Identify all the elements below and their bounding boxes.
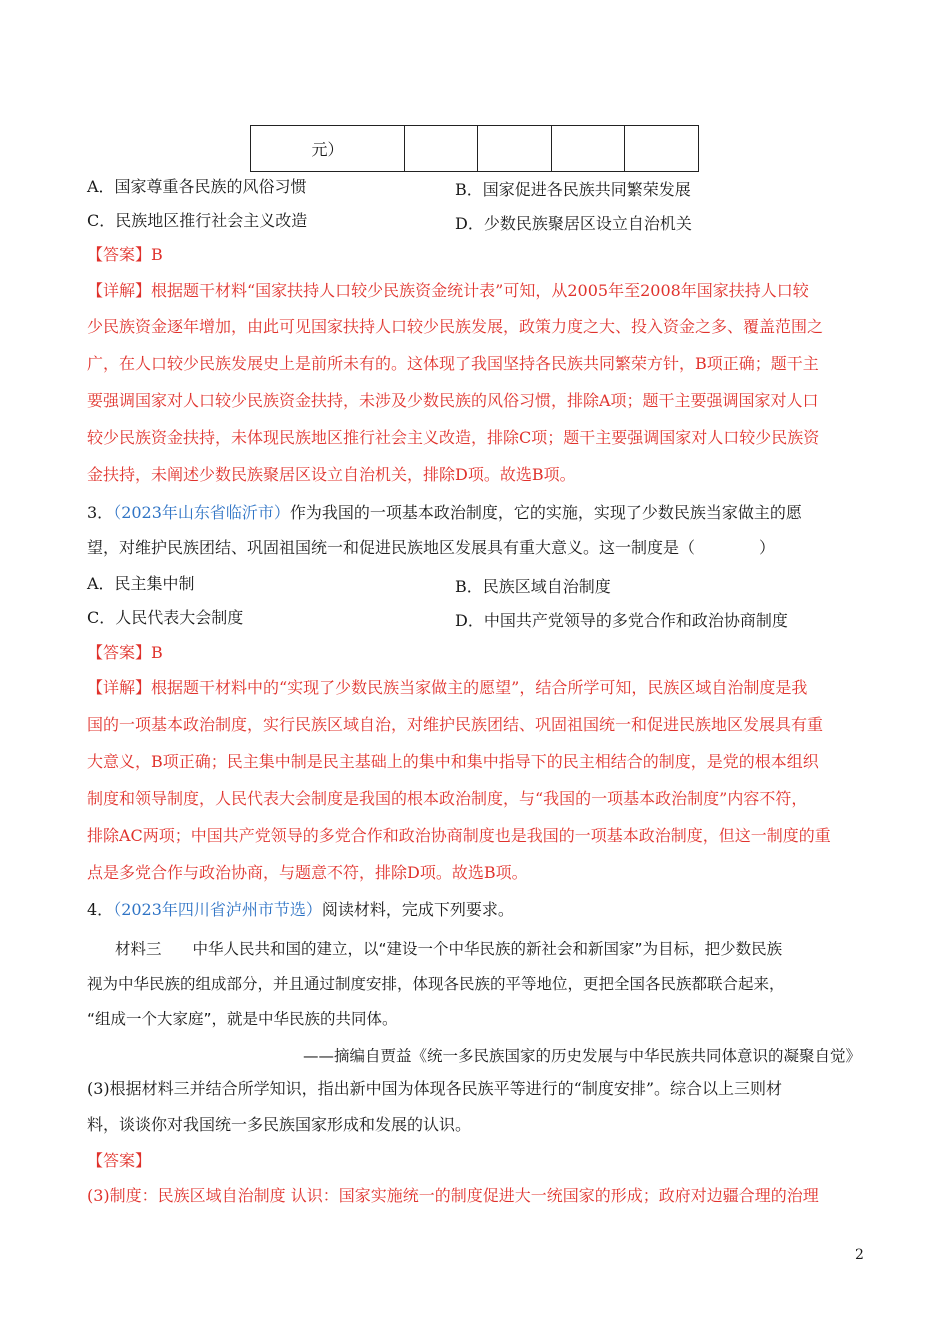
q2-explanation-line: 较少民族资金扶持，未体现民族地区推行社会主义改造，排除C项；题干主要强调国家对人口较少民族资 [87, 428, 820, 447]
q2-answer: 【答案】B [87, 245, 163, 264]
q4-stem-text: 阅读材料，完成下列要求。 [321, 900, 514, 919]
page-number: 2 [855, 1247, 864, 1263]
q3-option-c: C．人民代表大会制度 [87, 608, 244, 627]
q3-explanation-line: 【详解】根据题干材料中的“实现了少数民族当家做主的愿望”，结合所学可知，民族区域自治制度是我 [87, 678, 808, 697]
q4-question-line: 料，谈谈你对我国统一多民族国家形成和发展的认识。 [87, 1115, 472, 1134]
q4-answer-line: (3)制度：民族区域自治制度 认识：国家实施统一的制度促进大一统国家的形成；政府对边疆合理的治理 [87, 1186, 819, 1205]
q3-stem-line [87, 503, 802, 523]
q2-explanation-line: 【详解】根据题干材料“国家扶持人口较少民族资金统计表”可知，从2005年至2008年国家扶持人口较 [87, 281, 809, 300]
q2-option-d: D．少数民族聚居区设立自治机关 [455, 214, 692, 233]
table-cell [552, 126, 625, 172]
q4-source: （2023年四川省泸州市节选） [113, 900, 322, 919]
q2-option-c: C．民族地区推行社会主义改造 [87, 211, 308, 230]
q3-explanation-line: 点是多党合作与政治协商，与题意不符，排除D项。故选B项。 [87, 863, 528, 882]
q4-number: 4． [87, 900, 114, 919]
q2-explanation-line: 金扶持，未阐述少数民族聚居区设立自治机关，排除D项。故选B项。 [87, 465, 576, 484]
table-row [251, 126, 699, 172]
q3-number: 3． [87, 503, 114, 522]
q3-explanation-line: 排除AC两项；中国共产党领导的多党合作和政治协商制度也是我国的一项基本政治制度，但这一制度的重 [87, 826, 831, 845]
q3-option-d: D．中国共产党领导的多党合作和政治协商制度 [455, 611, 788, 630]
q4-material-line: 材料三 中华人民共和国的建立，以“建设一个中华民族的新社会和新国家”为目标，把少数民族 [115, 940, 783, 958]
q4-material-source: ——摘编自贾益《统一多民族国家的历史发展与中华民族共同体意识的凝聚自觉》 [302, 1047, 861, 1065]
table-cell [405, 126, 478, 172]
table-cell [625, 126, 699, 172]
q4-material-line: 视为中华民族的组成部分，并且通过制度安排，体现各民族的平等地位，更把全国各民族都联合起来， [87, 975, 785, 993]
table-cell [478, 126, 552, 172]
q2-explanation-line: 要强调国家对人口较少民族资金扶持，未涉及少数民族的风俗习惯，排除A项；题干主要强调国家对人口 [87, 391, 819, 410]
q4-material-line: “组成一个大家庭”，就是中华民族的共同体。 [87, 1010, 398, 1028]
q4-question-line: (3)根据材料三并结合所学知识，指出新中国为体现各民族平等进行的“制度安排”。综合以上三则材 [87, 1079, 783, 1098]
q4-stem-line [87, 900, 514, 920]
q3-answer: 【答案】B [87, 643, 163, 662]
q2-explanation-line: 少民族资金逐年增加，由此可见国家扶持人口较少民族发展，政策力度之大、投入资金之多、覆盖范围之 [87, 317, 824, 336]
q3-stem-line: 望，对维护民族团结、巩固祖国统一和促进民族地区发展具有重大意义。这一制度是（ ） [87, 538, 776, 557]
table-cell: 元） [251, 126, 405, 172]
q3-stem-text: 作为我国的一项基本政治制度，它的实施，实现了少数民族当家做主的愿 [289, 503, 802, 522]
q4-answer-label: 【答案】 [87, 1151, 152, 1170]
q2-option-a: A．国家尊重各民族的风俗习惯 [87, 177, 307, 196]
q2-option-b: B．国家促进各民族共同繁荣发展 [455, 180, 691, 199]
q3-explanation-line: 制度和领导制度，人民代表大会制度是我国的根本政治制度，与“我国的一项基本政治制度”内容不符， [87, 789, 808, 808]
q3-option-b: B．民族区域自治制度 [455, 577, 611, 596]
q3-option-a: A．民主集中制 [87, 574, 195, 593]
q3-source: （2023年山东省临沂市） [113, 503, 290, 522]
q3-explanation-line: 大意义，B项正确；民主集中制是民主基础上的集中和集中指导下的民主相结合的制度，是党的根本组织 [87, 752, 819, 771]
q2-explanation-line: 广，在人口较少民族发展史上是前所未有的。这体现了我国坚持各民族共同繁荣方针，B项正确；题干主 [87, 354, 819, 373]
data-table-fragment [250, 125, 699, 172]
q3-explanation-line: 国的一项基本政治制度，实行民族区域自治，对维护民族团结、巩固祖国统一和促进民族地区发展具有重 [87, 715, 824, 734]
